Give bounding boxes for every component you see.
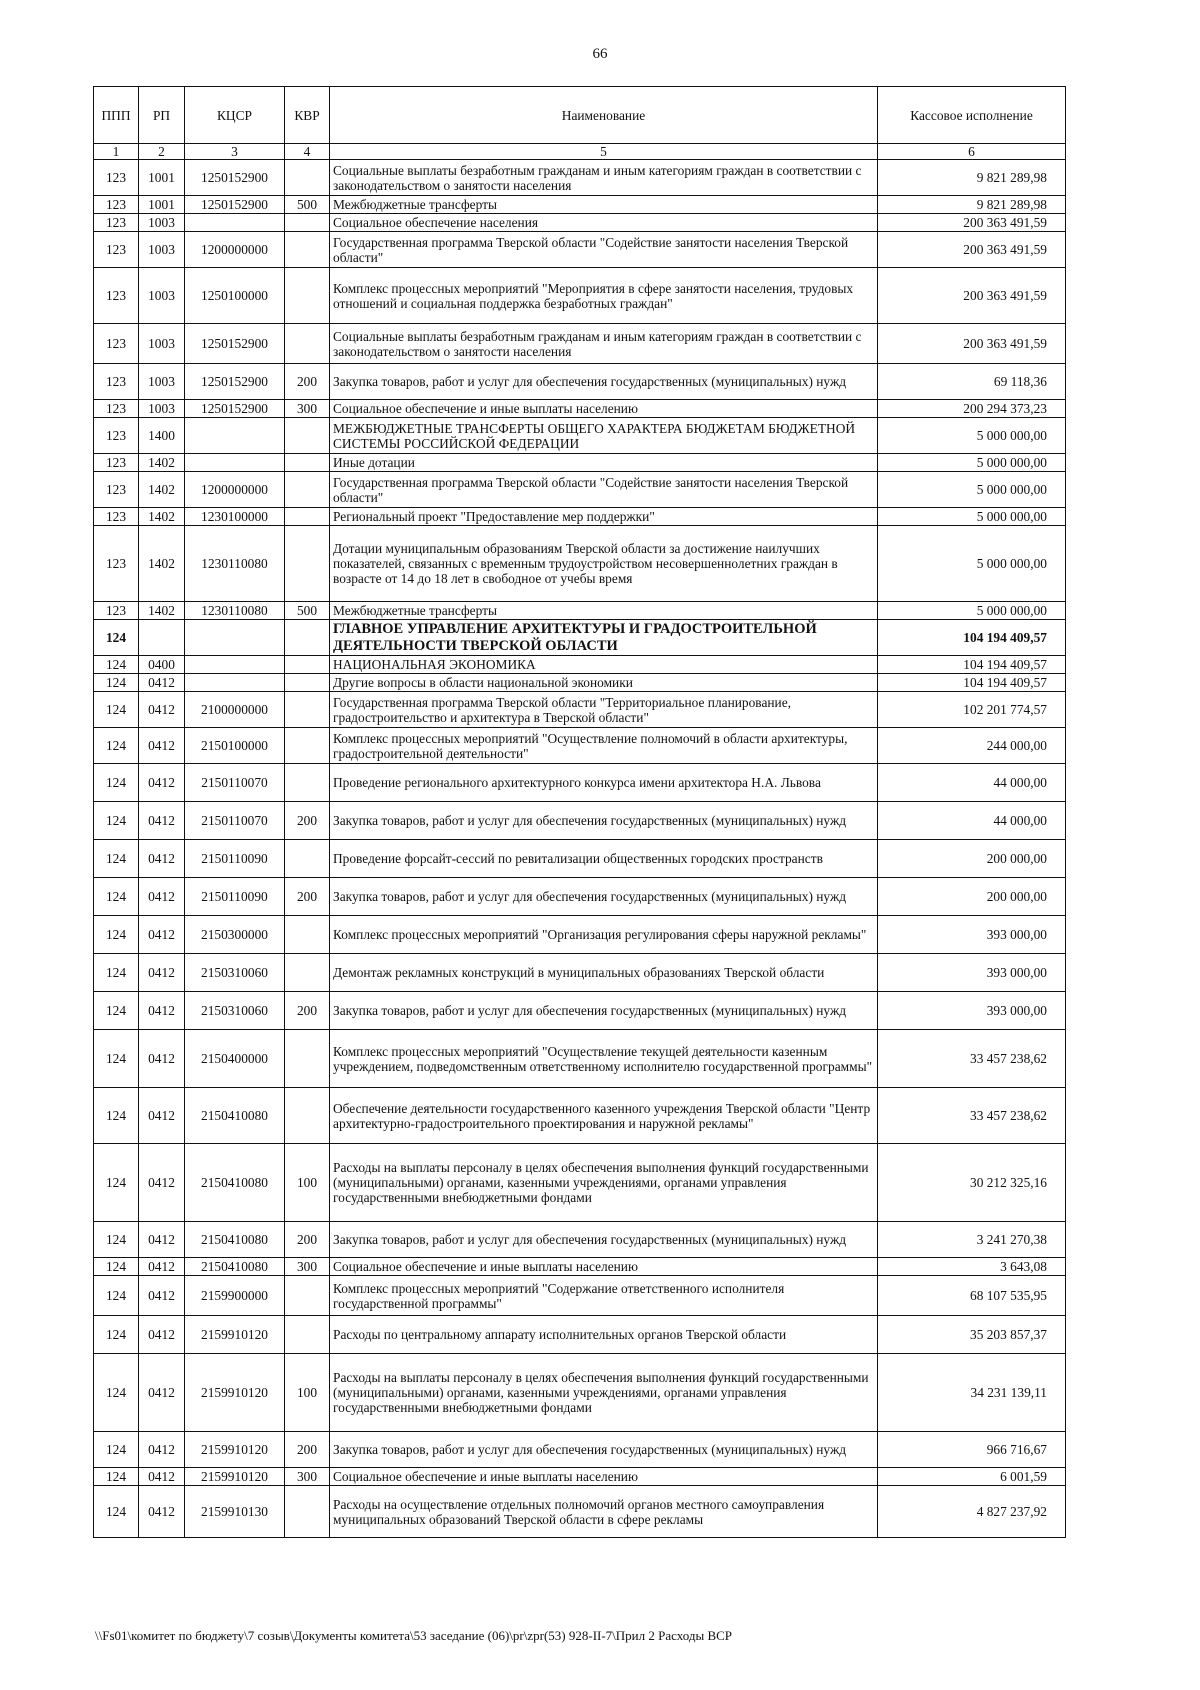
cell-ppp: 124	[94, 692, 139, 728]
table-row	[94, 802, 1066, 840]
table-row	[94, 472, 1066, 508]
cell-ppp: 124	[94, 1144, 139, 1222]
cell-amount: 68 107 535,95	[878, 1276, 1066, 1316]
table-row	[94, 454, 1066, 472]
cell-kcsr: 2150400000	[185, 1030, 285, 1088]
cell-amount: 3 643,08	[878, 1258, 1066, 1276]
cell-kcsr: 2150410080	[185, 1088, 285, 1144]
table-row	[94, 992, 1066, 1030]
table-row	[94, 602, 1066, 620]
cell-amount: 5 000 000,00	[878, 454, 1066, 472]
cell-rp: 0412	[139, 1316, 185, 1354]
table-row	[94, 526, 1066, 602]
cell-ppp: 123	[94, 196, 139, 214]
cell-rp: 0412	[139, 802, 185, 840]
column-numbers-row	[94, 144, 1066, 160]
cell-kvr	[285, 954, 330, 992]
cell-name: Межбюджетные трансферты	[330, 196, 878, 214]
cell-kvr	[285, 1088, 330, 1144]
table-row	[94, 160, 1066, 196]
cell-kvr	[285, 160, 330, 196]
table-row	[94, 620, 1066, 656]
cell-name: Комплекс процессных мероприятий "Мероприятия в сфере занятости населения, трудовых отношений и социальная поддержка безработных граждан"	[330, 268, 878, 324]
cell-ppp: 124	[94, 992, 139, 1030]
cell-rp: 1402	[139, 602, 185, 620]
cell-amount: 33 457 238,62	[878, 1030, 1066, 1088]
cell-kcsr: 2150410080	[185, 1258, 285, 1276]
cell-kcsr: 1230110080	[185, 526, 285, 602]
cell-amount: 5 000 000,00	[878, 526, 1066, 602]
cell-rp: 1003	[139, 364, 185, 400]
table-row	[94, 268, 1066, 324]
cell-ppp: 124	[94, 802, 139, 840]
cell-amount: 5 000 000,00	[878, 602, 1066, 620]
cell-name: Государственная программа Тверской области "Содействие занятости населения Тверской области"	[330, 472, 878, 508]
cell-kcsr: 2159900000	[185, 1276, 285, 1316]
cell-kcsr: 2150310060	[185, 992, 285, 1030]
cell-name: Комплекс процессных мероприятий "Осуществление текущей деятельности казенным учреждением, подведомственным ответственному исполнителю государственной программы"	[330, 1030, 878, 1088]
cell-name: Закупка товаров, работ и услуг для обеспечения государственных (муниципальных) нужд	[330, 1432, 878, 1468]
cell-amount: 5 000 000,00	[878, 472, 1066, 508]
cell-rp: 0412	[139, 1486, 185, 1538]
cell-kvr	[285, 728, 330, 764]
cell-amount: 200 363 491,59	[878, 232, 1066, 268]
cell-ppp: 124	[94, 916, 139, 954]
cell-name: Демонтаж рекламных конструкций в муниципальных образованиях Тверской области	[330, 954, 878, 992]
cell-amount: 44 000,00	[878, 764, 1066, 802]
cell-rp: 0412	[139, 1432, 185, 1468]
cell-name: Обеспечение деятельности государственного казенного учреждения Тверской области "Центр архитектурно-градостроительного проектирования и наружной рекламы"	[330, 1088, 878, 1144]
table-header-row	[94, 87, 1066, 144]
cell-rp: 0412	[139, 674, 185, 692]
cell-rp: 1402	[139, 526, 185, 602]
cell-kvr	[285, 1486, 330, 1538]
cell-kvr	[285, 232, 330, 268]
cell-amount: 200 000,00	[878, 840, 1066, 878]
cell-name: Расходы на выплаты персоналу в целях обеспечения выполнения функций государственными (муниципальными) органами, казенными учреждениями, органами управления государственными внебюджетными фондами	[330, 1354, 878, 1432]
cell-ppp: 123	[94, 324, 139, 364]
column-number: 3	[185, 144, 285, 160]
cell-amount: 69 118,36	[878, 364, 1066, 400]
cell-kcsr: 2150410080	[185, 1144, 285, 1222]
table-row	[94, 232, 1066, 268]
cell-name: Расходы на выплаты персоналу в целях обеспечения выполнения функций государственными (муниципальными) органами, казенными учреждениями, органами управления государственными внебюджетными фондами	[330, 1144, 878, 1222]
cell-kcsr: 1250100000	[185, 268, 285, 324]
cell-rp: 0412	[139, 1088, 185, 1144]
table-body	[94, 144, 1066, 1538]
column-number: 1	[94, 144, 139, 160]
cell-kvr	[285, 764, 330, 802]
cell-kcsr: 2150310060	[185, 954, 285, 992]
table-row	[94, 418, 1066, 454]
cell-name: Дотации муниципальным образованиям Тверской области за достижение наилучших показателей, связанных с временным трудоустройством несовершеннолетних граждан в возрасте от 14 до 18 лет в свободное от учебы время	[330, 526, 878, 602]
cell-amount: 104 194 409,57	[878, 656, 1066, 674]
cell-amount: 200 363 491,59	[878, 268, 1066, 324]
cell-amount: 44 000,00	[878, 802, 1066, 840]
table-row	[94, 954, 1066, 992]
table-row	[94, 878, 1066, 916]
cell-rp: 0412	[139, 728, 185, 764]
cell-amount: 393 000,00	[878, 916, 1066, 954]
cell-kvr	[285, 526, 330, 602]
cell-rp: 0412	[139, 992, 185, 1030]
cell-rp: 1001	[139, 160, 185, 196]
cell-kcsr: 2150300000	[185, 916, 285, 954]
cell-ppp: 123	[94, 418, 139, 454]
cell-amount: 34 231 139,11	[878, 1354, 1066, 1432]
cell-kvr: 100	[285, 1354, 330, 1432]
cell-ppp: 124	[94, 674, 139, 692]
cell-kvr: 200	[285, 364, 330, 400]
expenditure-table	[93, 86, 1066, 1538]
header-rp: РП	[139, 87, 185, 144]
cell-ppp: 124	[94, 656, 139, 674]
cell-kvr	[285, 268, 330, 324]
table-row	[94, 1354, 1066, 1432]
cell-kcsr: 1200000000	[185, 232, 285, 268]
cell-rp: 0400	[139, 656, 185, 674]
cell-amount: 200 000,00	[878, 878, 1066, 916]
cell-ppp: 124	[94, 1432, 139, 1468]
column-number: 4	[285, 144, 330, 160]
cell-kcsr: 1250152900	[185, 324, 285, 364]
cell-amount: 9 821 289,98	[878, 196, 1066, 214]
cell-name: Расходы на осуществление отдельных полномочий органов местного самоуправления муниципальных образований Тверской области в сфере рекламы	[330, 1486, 878, 1538]
cell-kcsr	[185, 656, 285, 674]
table-row	[94, 1486, 1066, 1538]
cell-name: Другие вопросы в области национальной экономики	[330, 674, 878, 692]
cell-ppp: 123	[94, 214, 139, 232]
cell-name: Социальные выплаты безработным гражданам и иным категориям граждан в соответствии с законодательством о занятости населения	[330, 160, 878, 196]
cell-kcsr: 1230100000	[185, 508, 285, 526]
cell-name: Государственная программа Тверской области "Территориальное планирование, градостроительство и архитектура в Тверской области"	[330, 692, 878, 728]
cell-rp: 0412	[139, 840, 185, 878]
cell-kcsr	[185, 454, 285, 472]
cell-kcsr: 1250152900	[185, 196, 285, 214]
cell-kvr: 200	[285, 1432, 330, 1468]
cell-amount: 104 194 409,57	[878, 674, 1066, 692]
cell-ppp: 124	[94, 1316, 139, 1354]
cell-ppp: 124	[94, 878, 139, 916]
cell-kcsr: 2150110070	[185, 764, 285, 802]
cell-name: Региональный проект "Предоставление мер поддержки"	[330, 508, 878, 526]
cell-kvr: 300	[285, 1468, 330, 1486]
cell-ppp: 124	[94, 1030, 139, 1088]
cell-rp: 1003	[139, 400, 185, 418]
cell-name: Социальные выплаты безработным гражданам и иным категориям граждан в соответствии с законодательством о занятости населения	[330, 324, 878, 364]
cell-kvr	[285, 214, 330, 232]
cell-amount: 30 212 325,16	[878, 1144, 1066, 1222]
cell-kvr	[285, 916, 330, 954]
cell-kvr	[285, 1316, 330, 1354]
cell-rp: 1402	[139, 472, 185, 508]
cell-rp: 0412	[139, 1258, 185, 1276]
table-row	[94, 1316, 1066, 1354]
cell-kvr	[285, 324, 330, 364]
cell-rp: 0412	[139, 878, 185, 916]
cell-rp: 1003	[139, 232, 185, 268]
cell-rp: 1003	[139, 214, 185, 232]
cell-ppp: 123	[94, 268, 139, 324]
cell-rp: 0412	[139, 1030, 185, 1088]
cell-name: Проведение регионального архитектурного конкурса имени архитектора Н.А. Львова	[330, 764, 878, 802]
cell-ppp: 124	[94, 1486, 139, 1538]
cell-kcsr: 2159910130	[185, 1486, 285, 1538]
cell-kcsr: 2159910120	[185, 1354, 285, 1432]
table-row	[94, 1468, 1066, 1486]
cell-name: Закупка товаров, работ и услуг для обеспечения государственных (муниципальных) нужд	[330, 802, 878, 840]
cell-kvr: 200	[285, 878, 330, 916]
cell-kvr	[285, 508, 330, 526]
table-row	[94, 364, 1066, 400]
cell-kvr	[285, 1030, 330, 1088]
cell-kvr: 300	[285, 1258, 330, 1276]
cell-ppp: 123	[94, 454, 139, 472]
cell-rp: 0412	[139, 1276, 185, 1316]
table-row	[94, 1432, 1066, 1468]
cell-ppp: 124	[94, 764, 139, 802]
cell-kvr: 200	[285, 1222, 330, 1258]
cell-name: Закупка товаров, работ и услуг для обеспечения государственных (муниципальных) нужд	[330, 992, 878, 1030]
cell-kcsr: 2100000000	[185, 692, 285, 728]
cell-rp: 0412	[139, 1354, 185, 1432]
cell-ppp: 124	[94, 1088, 139, 1144]
cell-amount: 200 363 491,59	[878, 324, 1066, 364]
cell-rp: 1003	[139, 324, 185, 364]
table-row	[94, 508, 1066, 526]
table-row	[94, 400, 1066, 418]
cell-kvr	[285, 674, 330, 692]
cell-rp: 1003	[139, 268, 185, 324]
cell-rp: 0412	[139, 916, 185, 954]
cell-name: НАЦИОНАЛЬНАЯ ЭКОНОМИКА	[330, 656, 878, 674]
cell-ppp: 124	[94, 954, 139, 992]
cell-kcsr: 1250152900	[185, 160, 285, 196]
cell-rp: 0412	[139, 692, 185, 728]
header-amount: Кассовое исполнение	[878, 87, 1066, 144]
cell-amount: 102 201 774,57	[878, 692, 1066, 728]
header-name: Наименование	[330, 87, 878, 144]
cell-amount: 33 457 238,62	[878, 1088, 1066, 1144]
cell-kcsr	[185, 674, 285, 692]
cell-amount: 104 194 409,57	[878, 620, 1066, 656]
table-row	[94, 692, 1066, 728]
cell-kcsr: 2150110070	[185, 802, 285, 840]
cell-name: Комплекс процессных мероприятий "Содержание ответственного исполнителя государственной программы"	[330, 1276, 878, 1316]
cell-name: МЕЖБЮДЖЕТНЫЕ ТРАНСФЕРТЫ ОБЩЕГО ХАРАКТЕРА БЮДЖЕТАМ БЮДЖЕТНОЙ СИСТЕМЫ РОССИЙСКОЙ ФЕДЕРАЦИИ	[330, 418, 878, 454]
cell-kcsr	[185, 620, 285, 656]
cell-ppp: 124	[94, 1468, 139, 1486]
cell-ppp: 124	[94, 728, 139, 764]
cell-name: Межбюджетные трансферты	[330, 602, 878, 620]
cell-rp	[139, 620, 185, 656]
table-row	[94, 1144, 1066, 1222]
cell-ppp: 123	[94, 508, 139, 526]
table-row	[94, 196, 1066, 214]
cell-kvr: 100	[285, 1144, 330, 1222]
cell-kcsr: 2159910120	[185, 1468, 285, 1486]
footer-file-path: \\Fs01\комитет по бюджету\7 созыв\Документы комитета\53 заседание (06)\pr\zpr(53) 928-II-7\Прил 2 Расходы ВСР	[95, 1628, 733, 1643]
header-kvr: КВР	[285, 87, 330, 144]
cell-kvr	[285, 656, 330, 674]
cell-rp: 0412	[139, 764, 185, 802]
cell-amount: 35 203 857,37	[878, 1316, 1066, 1354]
cell-kcsr: 1230110080	[185, 602, 285, 620]
cell-ppp: 123	[94, 526, 139, 602]
cell-amount: 966 716,67	[878, 1432, 1066, 1468]
cell-name: Иные дотации	[330, 454, 878, 472]
table-row	[94, 916, 1066, 954]
cell-name: Социальное обеспечение и иные выплаты населению	[330, 400, 878, 418]
cell-kvr	[285, 418, 330, 454]
table-row	[94, 1030, 1066, 1088]
table-row	[94, 1222, 1066, 1258]
cell-name: Комплекс процессных мероприятий "Осуществление полномочий в области архитектуры, градостроительной деятельности"	[330, 728, 878, 764]
cell-rp: 1400	[139, 418, 185, 454]
cell-name: Социальное обеспечение и иные выплаты населению	[330, 1468, 878, 1486]
cell-name: Закупка товаров, работ и услуг для обеспечения государственных (муниципальных) нужд	[330, 364, 878, 400]
cell-rp: 1402	[139, 454, 185, 472]
cell-name: Проведение форсайт-сессий по ревитализации общественных городских пространств	[330, 840, 878, 878]
cell-ppp: 123	[94, 400, 139, 418]
cell-kvr: 200	[285, 992, 330, 1030]
table-row	[94, 214, 1066, 232]
cell-name: Закупка товаров, работ и услуг для обеспечения государственных (муниципальных) нужд	[330, 1222, 878, 1258]
cell-kcsr: 2150110090	[185, 878, 285, 916]
cell-kvr	[285, 620, 330, 656]
cell-kvr: 200	[285, 802, 330, 840]
cell-rp: 0412	[139, 1144, 185, 1222]
cell-name: Комплекс процессных мероприятий "Организация регулирования сферы наружной рекламы"	[330, 916, 878, 954]
table-row	[94, 656, 1066, 674]
cell-ppp: 123	[94, 160, 139, 196]
table-row	[94, 1276, 1066, 1316]
cell-amount: 5 000 000,00	[878, 508, 1066, 526]
cell-kvr	[285, 840, 330, 878]
cell-kcsr: 2159910120	[185, 1316, 285, 1354]
cell-ppp: 123	[94, 232, 139, 268]
cell-kvr: 500	[285, 602, 330, 620]
cell-kvr: 500	[285, 196, 330, 214]
cell-amount: 9 821 289,98	[878, 160, 1066, 196]
page-number: 66	[592, 46, 608, 62]
cell-kvr	[285, 692, 330, 728]
table-row	[94, 764, 1066, 802]
table-row	[94, 1258, 1066, 1276]
column-number: 5	[330, 144, 878, 160]
cell-name: Социальное обеспечение и иные выплаты населению	[330, 1258, 878, 1276]
cell-name: Государственная программа Тверской области "Содействие занятости населения Тверской области"	[330, 232, 878, 268]
cell-amount: 4 827 237,92	[878, 1486, 1066, 1538]
cell-rp: 0412	[139, 954, 185, 992]
table-row	[94, 728, 1066, 764]
cell-amount: 393 000,00	[878, 954, 1066, 992]
cell-amount: 200 363 491,59	[878, 214, 1066, 232]
cell-kcsr: 2150100000	[185, 728, 285, 764]
cell-rp: 1402	[139, 508, 185, 526]
cell-ppp: 124	[94, 1354, 139, 1432]
cell-kcsr: 2159910120	[185, 1432, 285, 1468]
cell-rp: 0412	[139, 1468, 185, 1486]
cell-ppp: 123	[94, 472, 139, 508]
cell-name: ГЛАВНОЕ УПРАВЛЕНИЕ АРХИТЕКТУРЫ И ГРАДОСТРОИТЕЛЬНОЙ ДЕЯТЕЛЬНОСТИ ТВЕРСКОЙ ОБЛАСТИ	[330, 620, 878, 656]
cell-kvr	[285, 1276, 330, 1316]
cell-amount: 3 241 270,38	[878, 1222, 1066, 1258]
table-row	[94, 324, 1066, 364]
cell-kvr	[285, 472, 330, 508]
cell-ppp: 124	[94, 1222, 139, 1258]
cell-ppp: 124	[94, 840, 139, 878]
table-row	[94, 1088, 1066, 1144]
table-row	[94, 840, 1066, 878]
cell-kvr	[285, 454, 330, 472]
cell-kcsr	[185, 214, 285, 232]
cell-rp: 1001	[139, 196, 185, 214]
cell-kcsr: 2150110090	[185, 840, 285, 878]
cell-ppp: 123	[94, 602, 139, 620]
cell-ppp: 124	[94, 620, 139, 656]
cell-kcsr: 1200000000	[185, 472, 285, 508]
cell-amount: 244 000,00	[878, 728, 1066, 764]
cell-name: Расходы по центральному аппарату исполнительных органов Тверской области	[330, 1316, 878, 1354]
cell-amount: 200 294 373,23	[878, 400, 1066, 418]
cell-name: Закупка товаров, работ и услуг для обеспечения государственных (муниципальных) нужд	[330, 878, 878, 916]
cell-kcsr: 1250152900	[185, 364, 285, 400]
header-kcsr: КЦСР	[185, 87, 285, 144]
cell-ppp: 123	[94, 364, 139, 400]
cell-kcsr: 1250152900	[185, 400, 285, 418]
cell-amount: 393 000,00	[878, 992, 1066, 1030]
table-row	[94, 674, 1066, 692]
column-number: 2	[139, 144, 185, 160]
cell-ppp: 124	[94, 1258, 139, 1276]
column-number: 6	[878, 144, 1066, 160]
cell-rp: 0412	[139, 1222, 185, 1258]
header-ppp: ППП	[94, 87, 139, 144]
cell-kcsr	[185, 418, 285, 454]
cell-ppp: 124	[94, 1276, 139, 1316]
cell-amount: 6 001,59	[878, 1468, 1066, 1486]
cell-amount: 5 000 000,00	[878, 418, 1066, 454]
cell-name: Социальное обеспечение населения	[330, 214, 878, 232]
cell-kcsr: 2150410080	[185, 1222, 285, 1258]
cell-kvr: 300	[285, 400, 330, 418]
